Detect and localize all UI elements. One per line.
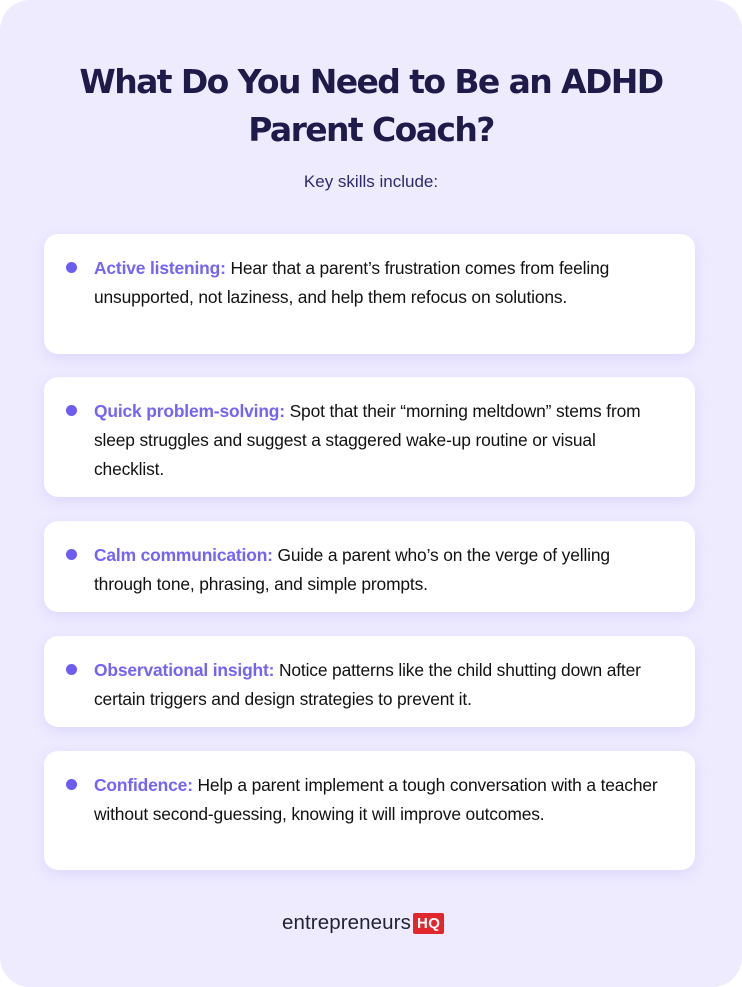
skill-term: Observational insight: — [94, 660, 275, 680]
bullet-dot-icon — [66, 262, 77, 273]
bullet-dot-icon — [66, 405, 77, 416]
bullet-dot-icon — [66, 664, 77, 675]
title-line-1: What Do You Need to Be an ADHD — [79, 62, 663, 101]
skill-term: Active listening: — [94, 258, 226, 278]
skill-text — [94, 254, 667, 312]
bullet-dot-icon — [66, 549, 77, 560]
page-title — [0, 58, 742, 154]
skill-text — [94, 541, 667, 599]
skill-text — [94, 656, 667, 714]
subtitle: Key skills include: — [303, 172, 439, 191]
logo-wordmark: entrepreneurs — [282, 911, 411, 934]
skill-card-confidence — [44, 751, 695, 870]
skill-description: Notice patterns like the child shutting down after certain triggers and design strategies to prevent it. — [94, 660, 641, 709]
skill-text — [94, 771, 667, 829]
skill-term: Quick problem-solving: — [94, 401, 285, 421]
skill-card-calm-communication — [44, 521, 695, 612]
skill-description: Hear that a parent’s frustration comes from feeling unsupported, not laziness, and help them refocus on solutions. — [94, 258, 610, 307]
skill-term: Calm communication: — [94, 545, 273, 565]
skill-card-quick-problem-solving — [44, 377, 695, 497]
skill-card-observational-insight — [44, 636, 695, 727]
bullet-dot-icon — [66, 779, 77, 790]
skill-term: Confidence: — [94, 775, 193, 795]
skill-description: Help a parent implement a tough conversation with a teacher without second-guessing, knowing it will improve outcomes. — [94, 775, 658, 824]
entrepreneurs-hq-logo — [282, 910, 444, 936]
logo-hq-badge: HQ — [413, 913, 445, 934]
skill-description: Spot that their “morning meltdown” stems from sleep struggles and suggest a staggered wake-up routine or visual checklist. — [94, 401, 641, 479]
skill-text — [94, 397, 667, 484]
title-line-2: Parent Coach? — [248, 110, 494, 149]
skill-card-active-listening — [44, 234, 695, 354]
skill-description: Guide a parent who’s on the verge of yelling through tone, phrasing, and simple prompts. — [94, 545, 610, 594]
